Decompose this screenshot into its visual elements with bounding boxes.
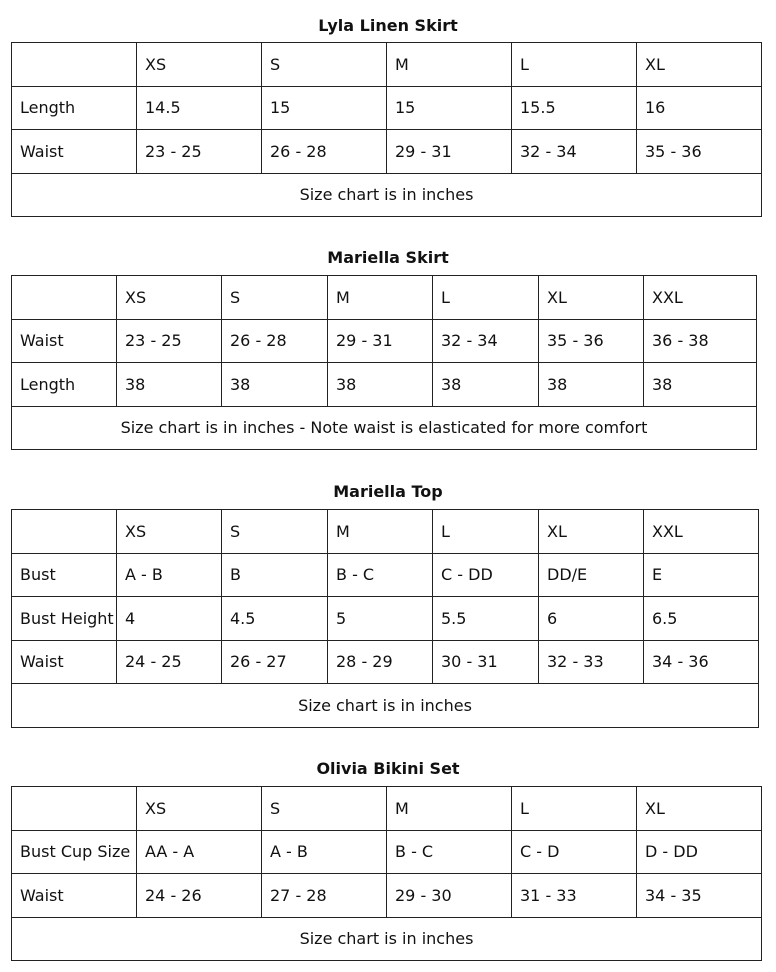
table-cell: M xyxy=(328,510,433,554)
table-cell: AA - A xyxy=(137,830,262,874)
measurement-row xyxy=(12,130,762,174)
table-cell: 15 xyxy=(387,86,512,130)
olivia-bikini-set-title: Olivia Bikini Set xyxy=(316,759,460,778)
table-cell: 31 - 33 xyxy=(512,874,637,918)
table-cell: C - DD xyxy=(433,553,539,597)
olivia-bikini-set-size-table xyxy=(11,786,762,961)
measurement-row xyxy=(12,86,762,130)
row-label-cell: Bust Cup Size xyxy=(12,830,137,874)
table-cell: 36 - 38 xyxy=(644,319,757,363)
table-cell: 26 - 28 xyxy=(222,319,328,363)
table-cell: XS xyxy=(137,787,262,831)
table-cell: XXL xyxy=(644,276,757,320)
table-cell: 5.5 xyxy=(433,597,539,641)
table-cell: 5 xyxy=(328,597,433,641)
table-cell: A - B xyxy=(262,830,387,874)
note-row xyxy=(12,684,759,728)
table-cell: M xyxy=(387,43,512,87)
table-cell: E xyxy=(644,553,759,597)
table-cell: M xyxy=(328,276,433,320)
table-cell: XL xyxy=(637,787,762,831)
row-label-cell xyxy=(12,276,117,320)
table-cell: D - DD xyxy=(637,830,762,874)
measurement-row xyxy=(12,319,757,363)
table-cell: 35 - 36 xyxy=(539,319,644,363)
table-cell: DD/E xyxy=(539,553,644,597)
table-cell: 15.5 xyxy=(512,86,637,130)
table-cell: 32 - 34 xyxy=(433,319,539,363)
table-cell: 14.5 xyxy=(137,86,262,130)
table-cell: B - C xyxy=(328,553,433,597)
table-cell: L xyxy=(512,787,637,831)
table-cell: XS xyxy=(137,43,262,87)
table-cell: 38 xyxy=(433,363,539,407)
note-row xyxy=(12,406,757,450)
mariella-top-title: Mariella Top xyxy=(333,482,443,501)
row-label-cell xyxy=(12,43,137,87)
mariella-skirt-size-table xyxy=(11,275,757,450)
table-cell: S xyxy=(222,276,328,320)
table-cell: 26 - 27 xyxy=(222,640,328,684)
table-cell: 35 - 36 xyxy=(637,130,762,174)
table-cell: C - D xyxy=(512,830,637,874)
row-label-cell xyxy=(12,787,137,831)
table-cell: L xyxy=(512,43,637,87)
lyla-linen-skirt-size-table xyxy=(11,42,762,217)
table-cell: 38 xyxy=(539,363,644,407)
table-cell: 23 - 25 xyxy=(117,319,222,363)
table-cell: 34 - 36 xyxy=(644,640,759,684)
table-cell: M xyxy=(387,787,512,831)
table-cell: XS xyxy=(117,510,222,554)
table-cell: 27 - 28 xyxy=(262,874,387,918)
table-cell: L xyxy=(433,510,539,554)
table-cell: 30 - 31 xyxy=(433,640,539,684)
measurement-row xyxy=(12,874,762,918)
size-chart-note: Size chart is in inches xyxy=(12,917,762,961)
table-cell: XL xyxy=(539,276,644,320)
row-label-cell: Waist xyxy=(12,640,117,684)
size-header-row xyxy=(12,510,759,554)
table-cell: 28 - 29 xyxy=(328,640,433,684)
measurement-row xyxy=(12,597,759,641)
row-label-cell: Waist xyxy=(12,130,137,174)
table-cell: 15 xyxy=(262,86,387,130)
table-cell: 29 - 31 xyxy=(387,130,512,174)
size-header-row xyxy=(12,276,757,320)
table-cell: 32 - 34 xyxy=(512,130,637,174)
size-chart-note: Size chart is in inches xyxy=(12,173,762,217)
table-cell: S xyxy=(222,510,328,554)
table-cell: 4.5 xyxy=(222,597,328,641)
row-label-cell: Bust Height xyxy=(12,597,117,641)
size-chart-note: Size chart is in inches - Note waist is elasticated for more comfort xyxy=(12,406,757,450)
row-label-cell: Length xyxy=(12,86,137,130)
table-cell: 29 - 30 xyxy=(387,874,512,918)
table-cell: 6.5 xyxy=(644,597,759,641)
note-row xyxy=(12,917,762,961)
table-cell: 24 - 25 xyxy=(117,640,222,684)
table-cell: S xyxy=(262,43,387,87)
table-cell: S xyxy=(262,787,387,831)
measurement-row xyxy=(12,363,757,407)
table-cell: 34 - 35 xyxy=(637,874,762,918)
table-cell: A - B xyxy=(117,553,222,597)
mariella-skirt-title: Mariella Skirt xyxy=(327,248,449,267)
mariella-top-size-table xyxy=(11,509,759,728)
row-label-cell: Bust xyxy=(12,553,117,597)
size-header-row xyxy=(12,787,762,831)
size-header-row xyxy=(12,43,762,87)
table-cell: L xyxy=(433,276,539,320)
row-label-cell: Waist xyxy=(12,319,117,363)
measurement-row xyxy=(12,640,759,684)
note-row xyxy=(12,173,762,217)
table-cell: B - C xyxy=(387,830,512,874)
table-cell: 23 - 25 xyxy=(137,130,262,174)
table-cell: 38 xyxy=(222,363,328,407)
lyla-linen-skirt-title: Lyla Linen Skirt xyxy=(318,16,458,35)
table-cell: XS xyxy=(117,276,222,320)
table-cell: 38 xyxy=(117,363,222,407)
table-cell: 26 - 28 xyxy=(262,130,387,174)
measurement-row xyxy=(12,553,759,597)
table-cell: 32 - 33 xyxy=(539,640,644,684)
row-label-cell xyxy=(12,510,117,554)
table-cell: 29 - 31 xyxy=(328,319,433,363)
row-label-cell: Length xyxy=(12,363,117,407)
table-cell: XXL xyxy=(644,510,759,554)
table-cell: 38 xyxy=(328,363,433,407)
table-cell: 38 xyxy=(644,363,757,407)
size-chart-note: Size chart is in inches xyxy=(12,684,759,728)
table-cell: XL xyxy=(539,510,644,554)
table-cell: XL xyxy=(637,43,762,87)
table-cell: 16 xyxy=(637,86,762,130)
table-cell: 4 xyxy=(117,597,222,641)
measurement-row xyxy=(12,830,762,874)
row-label-cell: Waist xyxy=(12,874,137,918)
table-cell: 6 xyxy=(539,597,644,641)
table-cell: B xyxy=(222,553,328,597)
table-cell: 24 - 26 xyxy=(137,874,262,918)
